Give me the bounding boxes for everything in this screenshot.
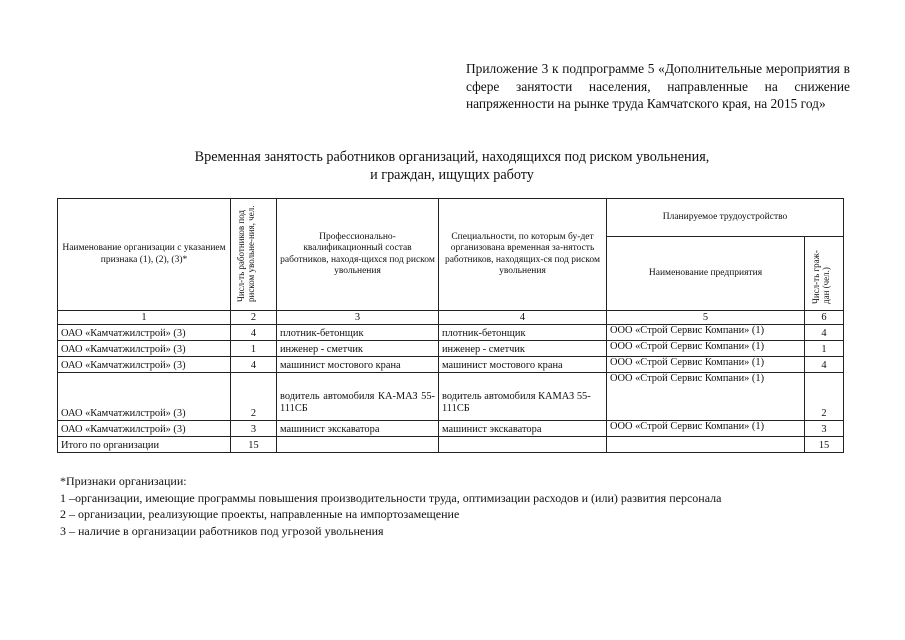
cell-spec: инженер - сметчик [439,341,607,357]
cell-spec: водитель автомобиля КАМАЗ 55-111СБ [439,373,607,421]
cell-spec: плотник-бетонщик [439,325,607,341]
table-row [58,357,844,373]
footnote-item: 1 –организации, имеющие программы повышения производительности труда, оптимизации расходов и (или) развития персонала [60,490,722,505]
cell-org: ОАО «Камчатжилстрой» (3) [58,373,231,421]
cell-enterprise: ООО «Строй Сервис Компани» (1) [607,373,805,421]
appendix-caption: Приложение 3 к подпрограмме 5 «Дополнительные мероприятия в сфере занятости населения, направленные на снижение напряженности на рынке труда Камчатского края, на 2015 год» [466,61,850,111]
document-title [120,148,784,184]
total-label: Итого по организации [58,437,231,453]
table-row [58,421,844,437]
total-row [58,437,844,453]
footnote-item: 3 – наличие в организации работников под угрозой увольнения [60,523,384,538]
cell-enterprise: ООО «Строй Сервис Компани» (1) [607,341,805,357]
column-number-row [58,311,844,325]
cell-citizens: 1 [805,341,844,357]
cell-count: 2 [231,373,277,421]
cell-org: ОАО «Камчатжилстрой» (3) [58,357,231,373]
column-number: 4 [439,311,607,325]
cell-prof: машинист мостового крана [277,357,439,373]
table-row [58,373,844,421]
cell-count: 4 [231,325,277,341]
header-prof-composition: Профессионально-квалификационный состав работников, находя-щихся под риском увольнения [277,199,439,311]
header-citizens-count-text: Числ-ть граж-дан (чел.) [811,250,831,305]
title-line-1: Временная занятость работников организаций, находящихся под риском увольнения, [194,149,710,165]
header-org-name: Наименование организации с указанием признака (1), (2), (3)* [58,199,231,311]
cell-spec: машинист экскаватора [439,421,607,437]
cell-citizens: 4 [805,357,844,373]
cell-org: ОАО «Камчатжилстрой» (3) [58,341,231,357]
cell-prof: инженер - сметчик [277,341,439,357]
cell-enterprise: ООО «Строй Сервис Компани» (1) [607,357,805,373]
total-empty [607,437,805,453]
footnote-heading: *Признаки организации: [60,474,187,488]
cell-prof: водитель автомобиля КА-МАЗ 55-111СБ [277,373,439,421]
cell-citizens: 4 [805,325,844,341]
total-empty [439,437,607,453]
table-row [58,325,844,341]
cell-count: 4 [231,357,277,373]
header-planned-employment: Планируемое трудоустройство [607,199,844,237]
header-enterprise-name: Наименование предприятия [607,237,805,311]
cell-enterprise: ООО «Строй Сервис Компани» (1) [607,421,805,437]
table-row [58,341,844,357]
cell-enterprise: ООО «Строй Сервис Компани» (1) [607,325,805,341]
total-citizens: 15 [805,437,844,453]
column-number: 1 [58,311,231,325]
header-specialties: Специальности, по которым бу-дет организована временная за-нятость работников, находящих-ся под риском увольнения [439,199,607,311]
header-citizens-count [805,237,844,311]
cell-prof: машинист экскаватора [277,421,439,437]
column-number: 6 [805,311,844,325]
cell-citizens: 3 [805,421,844,437]
cell-count: 3 [231,421,277,437]
header-count-at-risk [231,199,277,311]
column-number: 2 [231,311,277,325]
total-empty [277,437,439,453]
cell-count: 1 [231,341,277,357]
cell-spec: машинист мостового крана [439,357,607,373]
header-count-at-risk-text: Числ-ть работников под риском увольне-ния, чел. [235,205,256,303]
employment-table [57,198,844,453]
title-line-2: и граждан, ищущих работу [370,167,534,183]
column-number: 3 [277,311,439,325]
cell-citizens: 2 [805,373,844,421]
column-number: 5 [607,311,805,325]
total-count: 15 [231,437,277,453]
cell-org: ОАО «Камчатжилстрой» (3) [58,421,231,437]
cell-prof: плотник-бетонщик [277,325,439,341]
footnotes [60,473,860,539]
cell-org: ОАО «Камчатжилстрой» (3) [58,325,231,341]
footnote-item: 2 – организации, реализующие проекты, направленные на импортозамещение [60,507,460,522]
